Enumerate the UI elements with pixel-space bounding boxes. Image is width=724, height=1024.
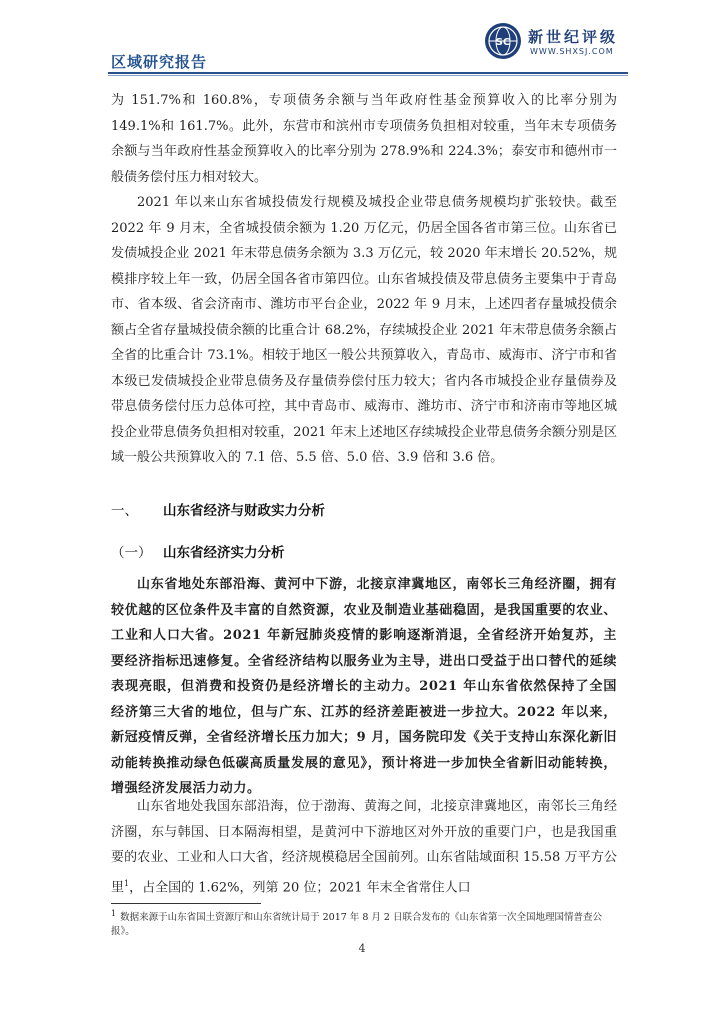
page-number: 4 [358, 942, 366, 955]
header-divider [108, 72, 628, 74]
footnote-mark: 1 [111, 909, 117, 918]
footnote-ref[interactable]: 1 [124, 878, 130, 888]
paragraph-lgfv-debt: 2021 年以来山东省城投债发行规模及城投企业带息债务规模均扩张较快。截至 2022 年 9 月末，全省城投债余额为 1.20 万亿元，仍居全国各省市第三位。山东省已发债城投企业 2021 年末带息债务余额为 3.3 万亿元，较 2020 年末增长 20.52%，规模排序较上年一致，仍居全国各省市第四位。山东省城投债及带息债务主要集中于青岛市、省本级、省会济南市、潍坊市平台企业，2022 年 9 月末，上述四者存量城投债余额占全省存量城投债余额的比重合计 68.2%，存续城投企业 2021 年末带息债务余额占全省的比重合计 73.1%。相较于地区一般公共预算收入，青岛市、威海市、济宁市和省本级已发债城投企业带息债务及存量债券偿付压力较大；省内各市城投企业存量债券及带息债务偿付压力总体可控，其中青岛市、威海市、潍坊市、济宁市和济南市等地区城投企业带息债务负担相对较重，2021 年末上述地区存续城投企业带息债务余额分别是区域一般公共预算收入的 7.1 倍、5.5 倍、5.0 倍、3.9 倍和 3.6 倍。 [111, 195, 617, 465]
footnote-divider [111, 903, 261, 904]
subsection-number: （一） [111, 545, 152, 561]
paragraph-geography: 山东省地处我国东部沿海，位于渤海、黄海之间，北接京津冀地区，南邻长三角经济圈，东与韩国、日本隔海相望，是黄河中下游地区对外开放的重要门户，也是我国重要的农业、工业和人口大省，经济规模稳居全国前列。山东省陆域面积 15.58 万平方公里$^1$，占全国的 1.62%，列第 20 位；2021 年末全省常住人口 [111, 799, 617, 895]
report-title: 区域研究报告 [111, 53, 208, 71]
section-number: 一、 [111, 503, 138, 519]
subsection-title: 山东省经济实力分析 [163, 545, 285, 561]
paragraph-debt-ratios: 为 151.7%和 160.8%，专项债务余额与当年政府性基金预算收入的比率分别为 149.1%和 161.7%。此外，东营市和滨州市专项债务负担相对较重，当年末专项债务余额与当年政府性基金预算收入的比率分别为 278.9%和 224.3%；泰安市和德州市一般债务偿付压力相对较大。 [111, 93, 617, 185]
logo-globe-icon [484, 22, 522, 60]
section-title: 山东省经济与财政实力分析 [163, 503, 325, 519]
footnote [111, 907, 617, 939]
svg-text:SC: SC [495, 37, 511, 48]
page-header [0, 0, 724, 74]
company-logo [484, 22, 624, 66]
logo-url: WWW.SHXSJ.COM [530, 47, 614, 56]
header-divider-thin [108, 75, 628, 76]
logo-name: 新世纪评级 [528, 28, 619, 46]
subsection-heading-1 [111, 541, 285, 561]
paragraph-economic-summary: 山东省地处东部沿海、黄河中下游，北接京津冀地区，南邻长三角经济圈，拥有较优越的区位条件及丰富的自然资源，农业及制造业基础稳固，是我国重要的农业、工业和人口大省。2021 年新冠肺炎疫情的影响逐渐消退，全省经济开始复苏，主要经济指标迅速修复。全省经济结构以服务业为主导，进出口受益于出口替代的延续表现亮眼，但消费和投资仍是经济增长的主动力。2021 年山东省依然保持了全国经济第三大省的地位，但与广东、江苏的经济差距被进一步拉大。2022 年以来，新冠疫情反弹，全省经济增长压力加大；9 月，国务院印发《关于支持山东深化新旧动能转换推动绿色低碳高质量发展的意见》，预计将进一步加快全省新旧动能转换，增强经济发展活力动力。 [111, 577, 617, 796]
section-heading-1 [111, 499, 325, 519]
footnote-text: 数据来源于山东省国土资源厅和山东省统计局于 2017 年 8 月 2 日联合发布的《山东省第一次全国地理国情普查公报》。 [111, 912, 602, 938]
